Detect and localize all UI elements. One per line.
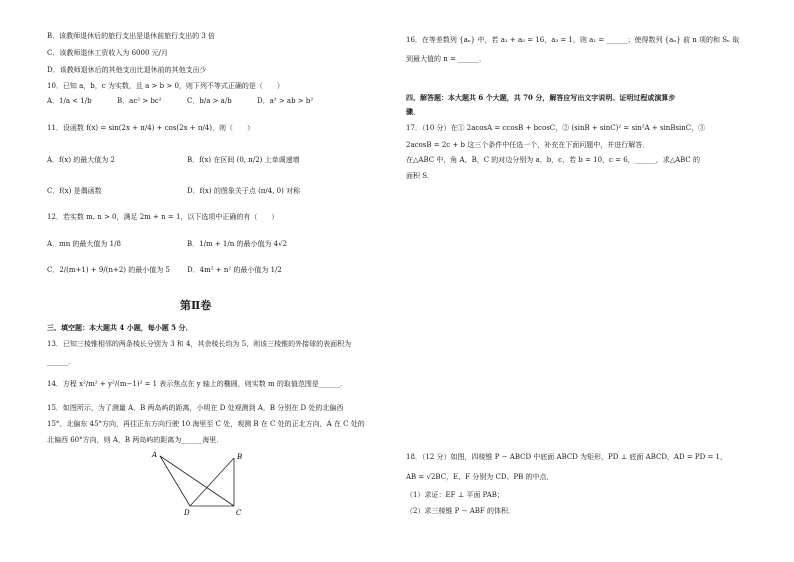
section4-heading-line-1: 四、解答题：本大题共 6 个大题，共 70 分，解答应写出文字说明、证明过程或演算步 xyxy=(406,93,676,102)
q18-line-4: （2）求三棱锥 P − ABF 的体积． xyxy=(406,507,515,515)
label-d: D xyxy=(184,509,190,517)
segment-ad xyxy=(160,456,190,506)
q11-option-c: C．f(x) 是偶函数 xyxy=(47,187,102,195)
q16-line-1: 16．在等差数列 {aₙ} 中，若 a₁ + a₅ = 16，a₃ = 1，则 a₁ = ______；使得数列 {aₙ} 前 n 项的和 Sₙ 取 xyxy=(406,36,740,44)
section3-heading: 三、填空题：本大题共 4 小题，每小题 5 分． xyxy=(47,323,193,332)
label-a: A xyxy=(152,451,158,459)
q9-option-c: C．该教师退休工资收入为 6000 元/月 xyxy=(47,49,168,57)
q12-option-c: C．2/(m+1) + 9/(n+2) 的最小值为 5 xyxy=(47,266,170,274)
q11-option-a: A．f(x) 的最大值为 2 xyxy=(47,156,115,164)
q13-line-2: ______． xyxy=(47,358,75,366)
q12-option-b: B．1/m + 1/n 的最小值为 4√2 xyxy=(187,240,288,248)
q11-option-d: D．f(x) 的图象关于点 (π/4, 0) 对称 xyxy=(187,187,301,195)
label-c: C xyxy=(236,509,242,517)
segment-bd xyxy=(190,458,234,506)
q10-stem: 10．已知 a，b，c 为实数，且 a > b > 0，则下列不等式正确的是（ ） xyxy=(47,82,284,90)
q11-stem: 11．设函数 f(x) = sin(2x + π/4) + cos(2x + π/4)，则（ ） xyxy=(47,124,255,132)
q10-option-c: C．b/a > a/b xyxy=(187,97,232,105)
q17-line-4: 面积 S． xyxy=(406,172,435,180)
volume-title: 第Ⅱ卷 xyxy=(180,299,212,312)
q18-line-1: 18．（12 分）如图，四棱锥 P − ABCD 中底面 ABCD 为矩形，PD ⊥ 底面 ABCD，AD = PD = 1， xyxy=(406,453,728,461)
q9-option-d: D．该教师退休后的其他支出比退休前的其他支出少 xyxy=(47,66,207,74)
q12-stem: 12．若实数 m, n > 0，满足 2m + n = 1，以下选项中正确的有（ ） xyxy=(47,213,279,221)
q10-option-b: B．ac² > bc² xyxy=(117,97,162,105)
q13-line-1: 13．已知三棱锥相邻的两条棱长分别为 3 和 4，其余棱长均为 5，则该三棱锥的外接球的表面积为 xyxy=(47,340,352,348)
q18-line-2: AB = √2BC，E、F 分别为 CD、PB 的中点． xyxy=(406,473,554,481)
q12-option-a: A．mn 的最大值为 1/8 xyxy=(47,240,121,248)
q12-option-d: D．4m² + n² 的最小值为 1/2 xyxy=(187,266,282,274)
q15-line-3: 北偏西 60°方向，则 A，B 两岛屿的距离为______海里． xyxy=(47,436,224,444)
q16-line-2: 到最大值的 n = ______． xyxy=(406,55,487,63)
q17-line-3: 在△ABC 中，角 A，B，C 的对边分别为 a，b，c，若 b = 10，c = 6，______，求△ABC 的 xyxy=(406,156,701,164)
q17-line-2: 2acosB = 2c + b 这三个条件中任选一个，补充在下面问题中，并进行解答． xyxy=(406,141,650,149)
q15-figure xyxy=(150,448,300,520)
q18-line-3: （1）求证：EF ⊥ 平面 PAB； xyxy=(406,491,504,499)
q10-option-a: A．1/a < 1/b xyxy=(47,97,92,105)
q10-option-d: D．a² > ab > b² xyxy=(257,97,314,105)
q17-line-1: 17．（10 分）在① 2acosA = ccosB + bcosC，② (sinB + sinC)² = sin²A + sinBsinC，③ xyxy=(406,124,706,132)
q15-line-1: 15．如图所示，为了测量 A，B 两岛屿的距离，小明在 D 处观测到 A，B 分别在 D 处的北偏西 xyxy=(47,404,344,412)
section4-heading-line-2: 骤． xyxy=(406,107,420,116)
q15-line-2: 15°、北偏东 45°方向，再往正东方向行驶 10 海里至 C 处，观测 B 在 C 处的正北方向，A 在 C 处的 xyxy=(47,420,365,428)
q14-stem: 14．方程 x²/m² + y²/(m−1)² = 1 表示焦点在 y 轴上的椭圆，则实数 m 的取值范围是______． xyxy=(47,380,347,388)
label-b: B xyxy=(237,453,243,461)
q11-option-b: B．f(x) 在区间 (0, π/2) 上单调递增 xyxy=(187,156,300,164)
q9-option-b: B．该教师退休后的旅行支出是退休前旅行支出的 3 倍 xyxy=(47,32,216,40)
